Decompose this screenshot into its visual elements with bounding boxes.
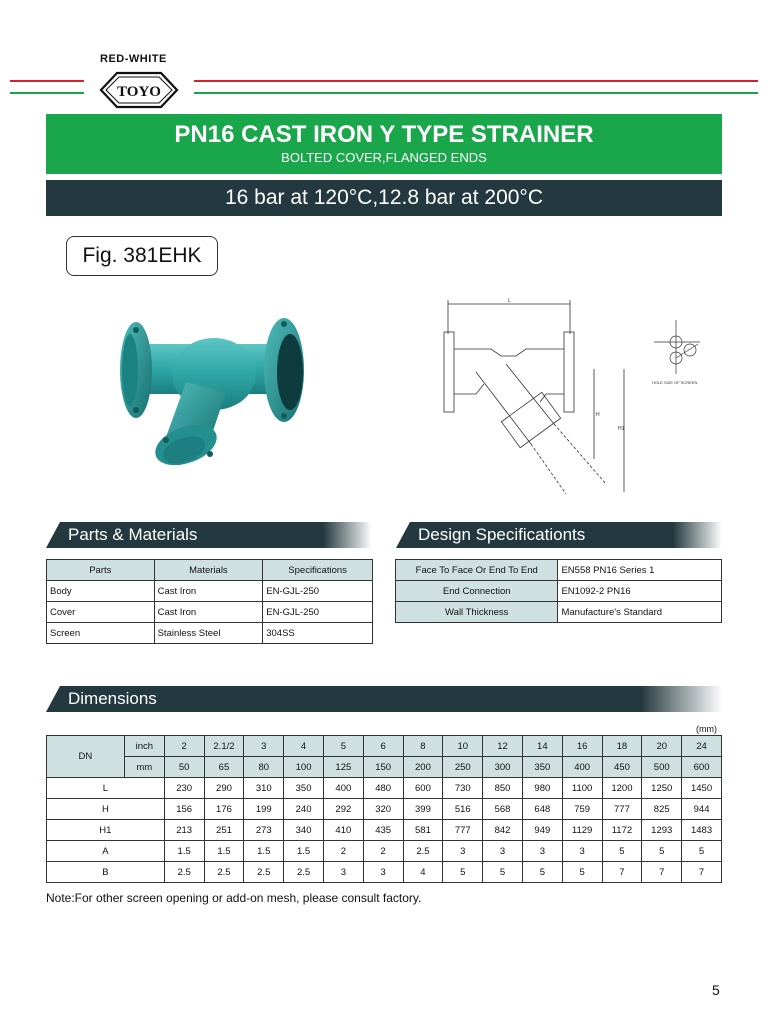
inch-size: 3 xyxy=(244,736,284,757)
table-cell: 273 xyxy=(244,820,284,841)
table-cell: 3 xyxy=(562,841,602,862)
spec-label: Face To Face Or End To End xyxy=(396,560,558,581)
drawing-label-screen: HOLE SIZE OF SCREEN xyxy=(652,380,698,385)
mm-size: 50 xyxy=(164,757,204,778)
strainer-technical-drawing xyxy=(436,294,636,494)
logo-diamond-icon xyxy=(99,70,179,110)
table-row xyxy=(47,862,722,883)
table-cell: 350 xyxy=(284,778,324,799)
table-cell: 7 xyxy=(642,862,682,883)
figure-number: Fig. 381EHK xyxy=(66,236,218,276)
page-title: PN16 CAST IRON Y TYPE STRAINER xyxy=(174,121,594,148)
header-stripe-red-left xyxy=(10,80,84,82)
inch-size: 5 xyxy=(323,736,363,757)
table-cell: Body xyxy=(47,581,155,602)
design-spec-table xyxy=(395,559,722,623)
inch-size: 12 xyxy=(483,736,523,757)
table-row xyxy=(47,623,373,644)
mm-size: 80 xyxy=(244,757,284,778)
table-cell: 435 xyxy=(363,820,403,841)
mm-size: 65 xyxy=(204,757,244,778)
table-cell: 3 xyxy=(483,841,523,862)
table-row xyxy=(47,799,722,820)
table-cell: 251 xyxy=(204,820,244,841)
table-cell: 3 xyxy=(323,862,363,883)
dn-label: DN xyxy=(47,736,125,778)
table-header-row xyxy=(47,560,373,581)
mm-size: 150 xyxy=(363,757,403,778)
table-cell: 5 xyxy=(483,862,523,883)
table-cell: 944 xyxy=(682,799,722,820)
table-row xyxy=(47,778,722,799)
design-spec-title: Design Specificationts xyxy=(418,525,586,544)
column-header: Specifications xyxy=(263,560,373,581)
table-cell: Cover xyxy=(47,602,155,623)
inch-size: 6 xyxy=(363,736,403,757)
inch-size: 20 xyxy=(642,736,682,757)
mm-label: mm xyxy=(124,757,164,778)
page-subtitle: BOLTED COVER,FLANGED ENDS xyxy=(281,150,487,165)
table-cell: 730 xyxy=(443,778,483,799)
table-row xyxy=(396,560,722,581)
table-cell: 1.5 xyxy=(164,841,204,862)
table-cell: 399 xyxy=(403,799,443,820)
table-cell: 759 xyxy=(562,799,602,820)
table-cell: 240 xyxy=(284,799,324,820)
table-cell: 1129 xyxy=(562,820,602,841)
table-cell: 842 xyxy=(483,820,523,841)
dimensions-header xyxy=(46,686,722,712)
header-stripe-red-right xyxy=(194,80,758,82)
table-cell: 1200 xyxy=(602,778,642,799)
mm-size: 400 xyxy=(562,757,602,778)
table-cell: 600 xyxy=(403,778,443,799)
table-cell: 1483 xyxy=(682,820,722,841)
table-cell: 2.5 xyxy=(403,841,443,862)
table-row xyxy=(47,841,722,862)
spec-value: Manufacture's Standard xyxy=(558,602,722,623)
table-cell: 2 xyxy=(323,841,363,862)
table-cell: Screen xyxy=(47,623,155,644)
table-cell: 3 xyxy=(443,841,483,862)
dimensions-inch-row xyxy=(47,736,722,757)
mm-size: 600 xyxy=(682,757,722,778)
mm-size: 500 xyxy=(642,757,682,778)
design-spec-header xyxy=(396,522,722,548)
table-cell: EN-GJL-250 xyxy=(263,581,373,602)
logo-brand-text: TOYO xyxy=(117,84,161,100)
table-cell: 5 xyxy=(602,841,642,862)
table-cell: 7 xyxy=(602,862,642,883)
row-label: L xyxy=(47,778,165,799)
table-cell: 1293 xyxy=(642,820,682,841)
table-cell: 850 xyxy=(483,778,523,799)
inch-size: 14 xyxy=(522,736,562,757)
table-cell: 2 xyxy=(363,841,403,862)
table-cell: 516 xyxy=(443,799,483,820)
mm-size: 100 xyxy=(284,757,324,778)
dimensions-title: Dimensions xyxy=(68,689,157,708)
table-cell: 581 xyxy=(403,820,443,841)
table-cell: 199 xyxy=(244,799,284,820)
table-cell: 648 xyxy=(522,799,562,820)
header-stripe-green-right xyxy=(194,92,758,94)
table-cell: 949 xyxy=(522,820,562,841)
table-row xyxy=(396,602,722,623)
dimensions-table xyxy=(46,735,722,883)
table-cell: 5 xyxy=(522,862,562,883)
title-banner xyxy=(46,114,722,174)
mm-size: 250 xyxy=(443,757,483,778)
table-cell: 2.5 xyxy=(244,862,284,883)
table-cell: 777 xyxy=(443,820,483,841)
header-stripe-green-left xyxy=(10,92,84,94)
table-cell: 5 xyxy=(682,841,722,862)
column-header: Materials xyxy=(154,560,263,581)
parts-materials-header xyxy=(46,522,372,548)
table-cell: 1172 xyxy=(602,820,642,841)
page-number: 5 xyxy=(712,982,720,998)
table-cell: 2.5 xyxy=(204,862,244,883)
dimensions-unit: (mm) xyxy=(696,724,717,734)
table-cell: 3 xyxy=(522,841,562,862)
table-cell: Stainless Steel xyxy=(154,623,263,644)
table-row xyxy=(47,820,722,841)
spec-value: EN558 PN16 Series 1 xyxy=(558,560,722,581)
mm-size: 125 xyxy=(323,757,363,778)
dimensions-mm-row xyxy=(47,757,722,778)
table-cell: 1100 xyxy=(562,778,602,799)
logo-top-text: RED-WHITE xyxy=(100,53,167,65)
row-label: A xyxy=(47,841,165,862)
inch-size: 4 xyxy=(284,736,324,757)
table-cell: 480 xyxy=(363,778,403,799)
table-cell: 2.5 xyxy=(284,862,324,883)
table-cell: 568 xyxy=(483,799,523,820)
mm-size: 450 xyxy=(602,757,642,778)
screen-hole-detail-drawing xyxy=(648,314,708,386)
inch-label: inch xyxy=(124,736,164,757)
row-label: B xyxy=(47,862,165,883)
table-cell: 5 xyxy=(443,862,483,883)
spec-label: End Connection xyxy=(396,581,558,602)
inch-size: 18 xyxy=(602,736,642,757)
footnote: Note:For other screen opening or add-on mesh, please consult factory. xyxy=(46,891,422,905)
mm-size: 350 xyxy=(522,757,562,778)
strainer-product-image xyxy=(106,312,308,480)
table-cell: 4 xyxy=(403,862,443,883)
drawing-label-l: L xyxy=(508,298,511,304)
parts-materials-table xyxy=(46,559,373,644)
table-cell: 5 xyxy=(642,841,682,862)
mm-size: 200 xyxy=(403,757,443,778)
table-cell: 292 xyxy=(323,799,363,820)
mm-size: 300 xyxy=(483,757,523,778)
table-cell: Cast Iron xyxy=(154,602,263,623)
table-cell: 310 xyxy=(244,778,284,799)
table-cell: 320 xyxy=(363,799,403,820)
inch-size: 16 xyxy=(562,736,602,757)
table-cell: Cast Iron xyxy=(154,581,263,602)
table-cell: 400 xyxy=(323,778,363,799)
table-cell: 1250 xyxy=(642,778,682,799)
table-cell: 290 xyxy=(204,778,244,799)
table-cell: 1.5 xyxy=(204,841,244,862)
inch-size: 10 xyxy=(443,736,483,757)
table-cell: 2.5 xyxy=(164,862,204,883)
table-cell: 156 xyxy=(164,799,204,820)
spec-label: Wall Thickness xyxy=(396,602,558,623)
table-cell: 410 xyxy=(323,820,363,841)
table-cell: 777 xyxy=(602,799,642,820)
table-cell: 980 xyxy=(522,778,562,799)
table-row xyxy=(47,602,373,623)
inch-size: 8 xyxy=(403,736,443,757)
parts-materials-title: Parts & Materials xyxy=(68,525,198,544)
table-row xyxy=(47,581,373,602)
column-header: Parts xyxy=(47,560,155,581)
table-cell: 7 xyxy=(682,862,722,883)
inch-size: 24 xyxy=(682,736,722,757)
row-label: H1 xyxy=(47,820,165,841)
table-row xyxy=(396,581,722,602)
table-cell: 825 xyxy=(642,799,682,820)
table-cell: 340 xyxy=(284,820,324,841)
table-cell: 1.5 xyxy=(284,841,324,862)
drawing-label-h: H xyxy=(596,412,600,418)
spec-value: EN1092-2 PN16 xyxy=(558,581,722,602)
table-cell: 230 xyxy=(164,778,204,799)
rating-banner: 16 bar at 120°C,12.8 bar at 200°C xyxy=(46,180,722,216)
row-label: H xyxy=(47,799,165,820)
table-cell: 3 xyxy=(363,862,403,883)
inch-size: 2 xyxy=(164,736,204,757)
table-cell: EN-GJL-250 xyxy=(263,602,373,623)
drawing-label-h1: H1 xyxy=(618,426,625,432)
table-cell: 1.5 xyxy=(244,841,284,862)
table-cell: 304SS xyxy=(263,623,373,644)
table-cell: 213 xyxy=(164,820,204,841)
table-cell: 5 xyxy=(562,862,602,883)
inch-size: 2.1/2 xyxy=(204,736,244,757)
table-cell: 176 xyxy=(204,799,244,820)
table-cell: 1450 xyxy=(682,778,722,799)
